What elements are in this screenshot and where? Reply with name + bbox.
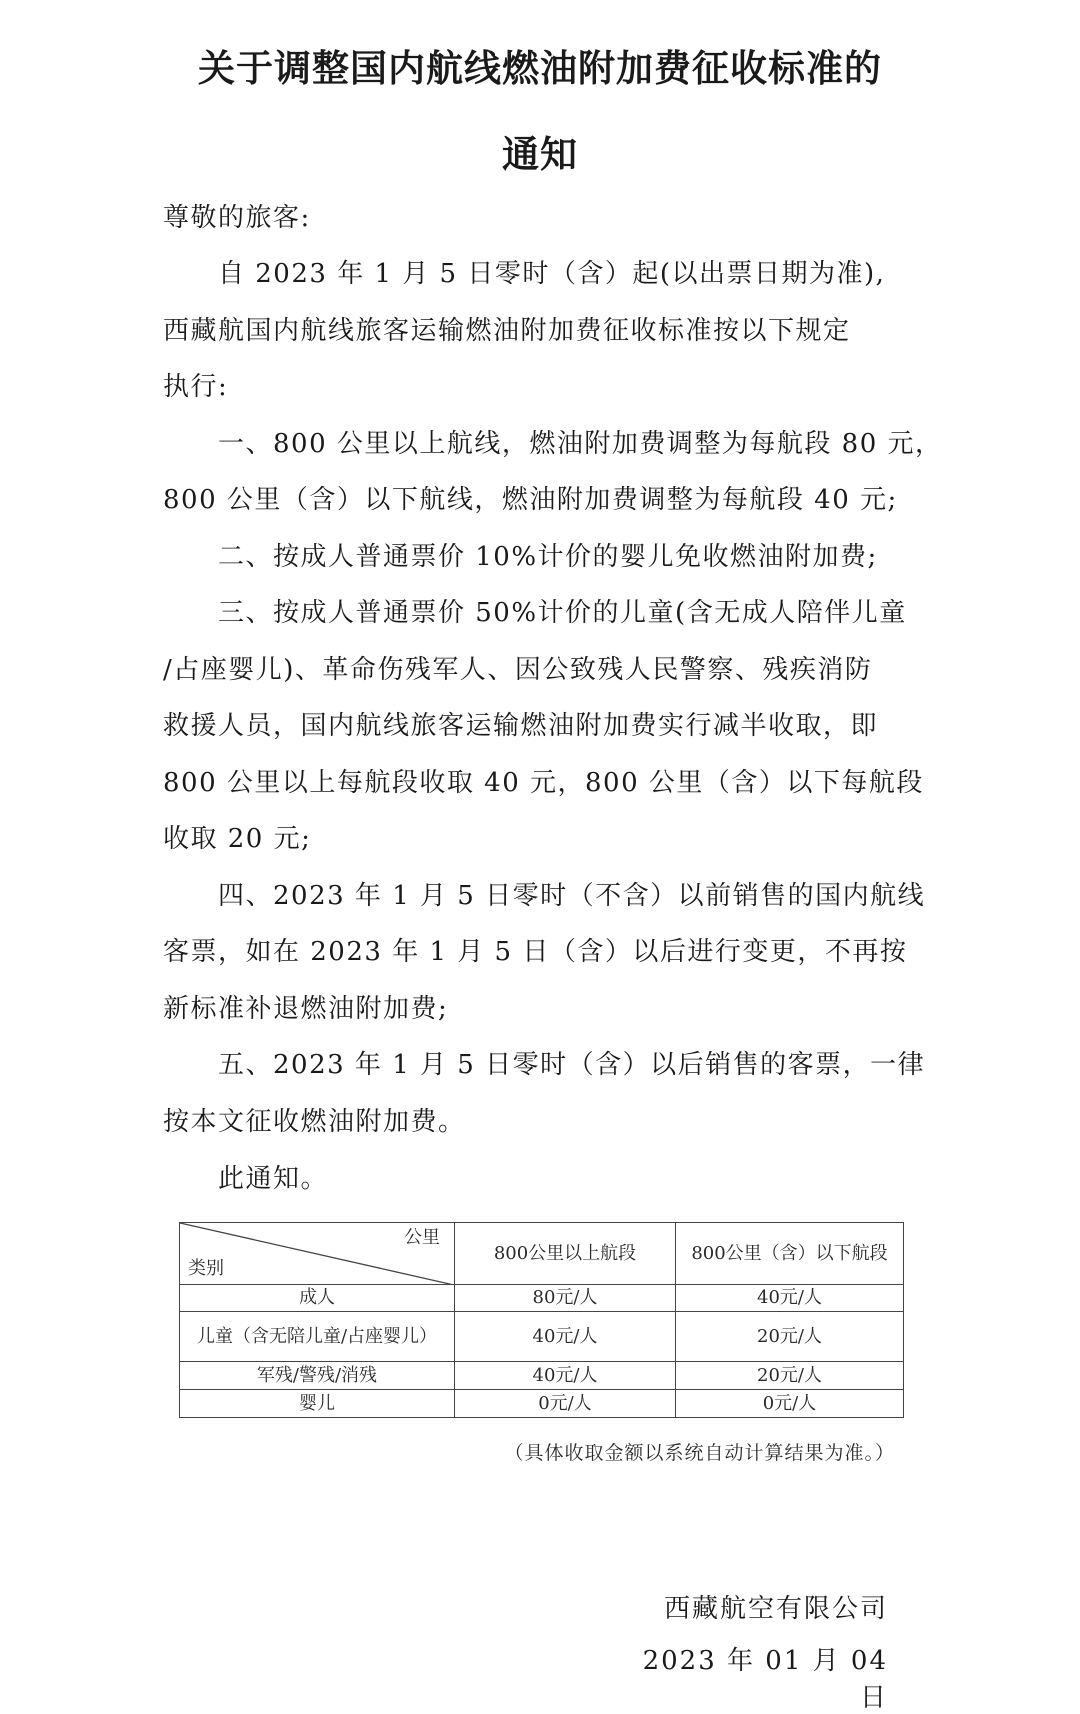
clause-5-line: 按本文征收燃油附加费。 xyxy=(163,1107,466,1137)
row-category: 成人 xyxy=(180,1285,455,1312)
signature-organization: 西藏航空有限公司 xyxy=(663,1594,888,1624)
body-line: 自 2023 年 1 月 5 日零时（含）起(以出票日期为准), xyxy=(163,259,886,289)
row-fee-over-800: 40元/人 xyxy=(455,1362,676,1390)
clause-1-line: 800 公里（含）以下航线，燃油附加费调整为每航段 40 元; xyxy=(163,485,898,515)
row-fee-under-800: 40元/人 xyxy=(676,1285,904,1312)
body-line: 西藏航国内航线旅客运输燃油附加费征收标准按以下规定 xyxy=(163,316,851,346)
table-header-row xyxy=(180,1223,904,1285)
table-row xyxy=(180,1390,904,1418)
column-header-over-800: 800公里以上航段 xyxy=(455,1223,676,1285)
clause-5-line: 五、2023 年 1 月 5 日零时（含）以后销售的客票，一律 xyxy=(163,1050,926,1080)
signature-date: 2023 年 01 月 04 日 xyxy=(642,1646,888,1713)
salutation: 尊敬的旅客: xyxy=(163,203,311,233)
row-fee-under-800: 20元/人 xyxy=(676,1312,904,1362)
body-line: 执行: xyxy=(163,372,229,402)
clause-4-line: 新标准补退燃油附加费; xyxy=(163,994,449,1024)
row-category: 儿童（含无陪儿童/占座婴儿） xyxy=(180,1312,455,1362)
table-row xyxy=(180,1312,904,1362)
row-fee-over-800: 0元/人 xyxy=(455,1390,676,1418)
table-row xyxy=(180,1285,904,1312)
calculation-note: （具体收取金额以系统自动计算结果为准。） xyxy=(504,1442,895,1464)
clause-3-line: 800 公里以上每航段收取 40 元，800 公里（含）以下每航段 xyxy=(163,768,924,798)
notice-title-line-2: 通知 xyxy=(502,133,578,176)
table-corner-cell xyxy=(180,1223,455,1285)
clause-3-line: /占座婴儿)、革命伤残军人、因公致残人民警察、残疾消防 xyxy=(163,655,873,685)
row-fee-over-800: 40元/人 xyxy=(455,1312,676,1362)
clause-4-line: 四、2023 年 1 月 5 日零时（不含）以前销售的国内航线 xyxy=(163,881,926,911)
fuel-surcharge-table xyxy=(179,1222,904,1417)
closing-line: 此通知。 xyxy=(163,1164,329,1194)
row-fee-over-800: 80元/人 xyxy=(455,1285,676,1312)
clause-3-line: 三、按成人普通票价 50%计价的儿童(含无成人陪伴儿童 xyxy=(163,598,907,628)
column-header-under-800: 800公里（含）以下航段 xyxy=(676,1223,904,1285)
row-category: 军残/警残/消残 xyxy=(180,1362,455,1390)
clause-3-line: 收取 20 元; xyxy=(163,824,312,854)
table-row xyxy=(180,1362,904,1390)
clause-2-line: 二、按成人普通票价 10%计价的婴儿免收燃油附加费; xyxy=(163,542,878,572)
clause-1-line: 一、800 公里以上航线，燃油附加费调整为每航段 80 元， xyxy=(163,429,943,459)
notice-title-line-1: 关于调整国内航线燃油附加费征收标准的 xyxy=(198,47,882,90)
corner-label-distance: 公里 xyxy=(404,1227,440,1248)
clause-3-line: 救援人员，国内航线旅客运输燃油附加费实行减半收取，即 xyxy=(163,711,879,741)
clause-4-line: 客票，如在 2023 年 1 月 5 日（含）以后进行变更，不再按 xyxy=(163,937,908,967)
row-category: 婴儿 xyxy=(180,1390,455,1418)
row-fee-under-800: 0元/人 xyxy=(676,1390,904,1418)
row-fee-under-800: 20元/人 xyxy=(676,1362,904,1390)
corner-label-category: 类别 xyxy=(188,1258,224,1279)
